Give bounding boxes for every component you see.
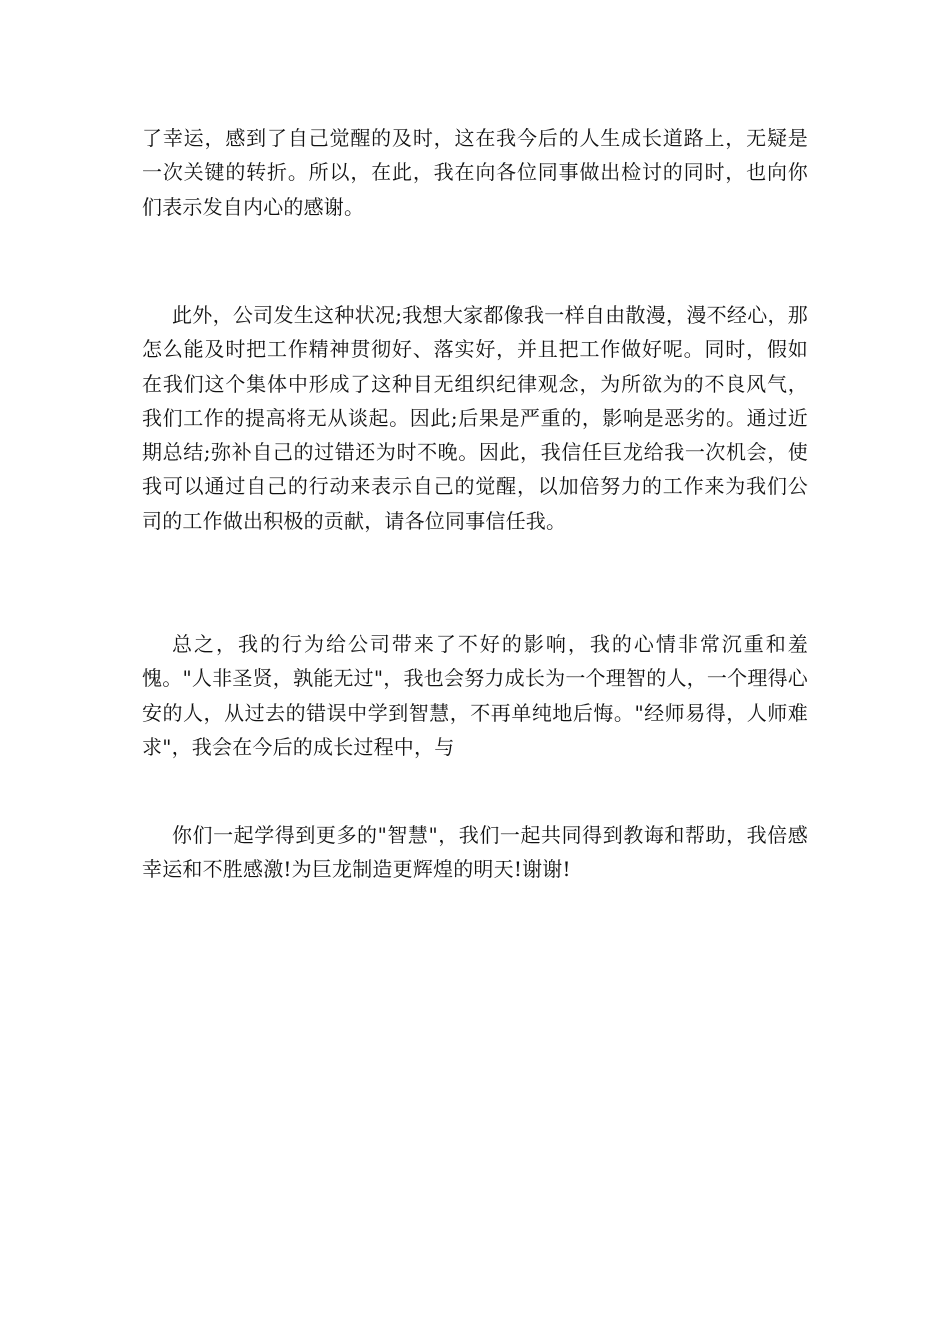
paragraph-closing: 你们一起学得到更多的"智慧"，我们一起共同得到教诲和帮助，我倍感幸运和不胜感激!为巨龙制造更辉煌的明天!谢谢! <box>142 823 808 882</box>
paragraph-in-summary: 总之，我的行为给公司带来了不好的影响，我的心情非常沉重和羞愧。"人非圣贤，孰能无过"，我也会努力成长为一个理智的人，一个理得心安的人，从过去的错误中学到智慧，不再单纯地后悔。"经师易得，人师难求"，我会在今后的成长过程中，与 <box>142 632 808 759</box>
paragraph-moreover: 此外，公司发生这种状况;我想大家都像我一样自由散漫，漫不经心，那怎么能及时把工作精神贯彻好、落实好，并且把工作做好呢。同时，假如在我们这个集体中形成了这种目无组织纪律观念，为所欲为的不良风气，我们工作的提高将无从谈起。因此;后果是严重的，影响是恶劣的。通过近期总结;弥补自己的过错还为时不晚。因此，我信任巨龙给我一次机会，使我可以通过自己的行动来表示自己的觉醒，以加倍努力的工作来为我们公司的工作做出积极的贡献，请各位同事信任我。 <box>142 303 808 533</box>
paragraph-continuation: 了幸运，感到了自己觉醒的及时，这在我今后的人生成长道路上，无疑是一次关键的转折。所以，在此，我在向各位同事做出检讨的同时，也向你们表示发自内心的感谢。 <box>142 126 808 219</box>
